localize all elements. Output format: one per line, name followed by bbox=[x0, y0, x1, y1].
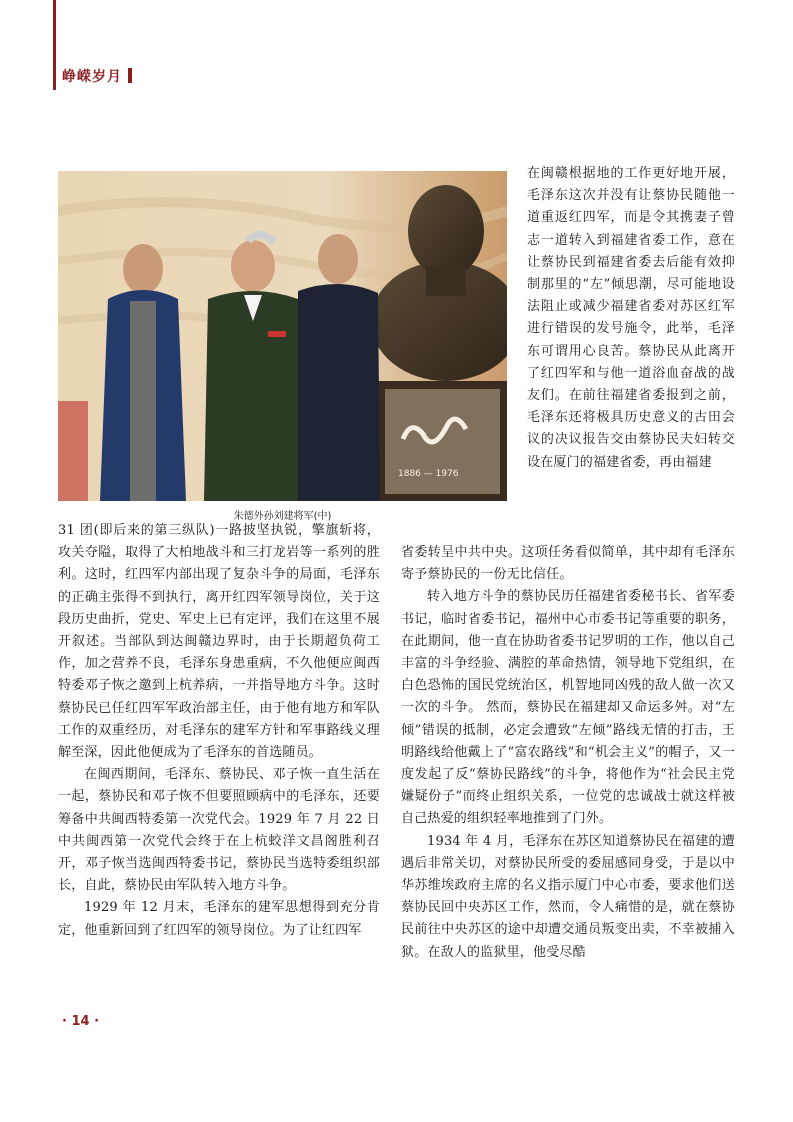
right-paragraph-1-cont: 省委转呈中共中央。这项任务看似简单，其中却有毛泽东寄予蔡协民的一份无比信任。 bbox=[401, 545, 735, 583]
right-paragraph-1: 在闽赣根据地的工作更好地开展，毛泽东这次并没有让蔡协民随他一道重返红四军，而是令其携妻子曾志一道转入到福建省委工作，意在让蔡协民到福建省委去后能有效抑制那里的“左”倾思潮，尽可能地设法阻止或减少福建省委对苏区红军进行错误的发号施令，此举，毛泽东可谓用心良苦。蔡协民从此离开了红四军和与他一道浴血奋战的战友们。在前往福建省委报到之前，毛泽东还将极具历史意义的古田会议的决议报告交由蔡协民夫妇转交设在厦门的福建省委，再由福建 bbox=[527, 166, 735, 470]
page-number: · 14 · bbox=[62, 1014, 100, 1029]
section-label-text: 峥嵘岁月 bbox=[62, 69, 122, 85]
right-column-top bbox=[527, 163, 735, 474]
right-paragraph-2: 转入地方斗争的蔡协民历任福建省委秘书长、省军委书记，临时省委书记，福州中心市委书记等重要的职务，在此期间，他一直在协助省委书记罗明的工作，他以自己丰富的斗争经验、满腔的革命热情，领导地下党组织，在白色恐怖的国民党统治区，机智地同凶残的敌人做一次又一次的斗争。 然而，蔡协民在福建却又命运多舛。对“左倾”错误的抵制，必定会遭致“左倾”路线无情的打击，王明路线给他戴上了“富农路线”和“机会主义”的帽子，又一度发起了反“蔡协民路线”的斗争，将他作为“社会民主党嫌疑份子”而终止组织关系，一位党的忠诚战士就这样被自己热爱的组织轻率地推到了门外。 bbox=[401, 589, 735, 827]
left-paragraph-1: 31 团(即后来的第三纵队)一路披坚执锐，擎旗斩将，攻关夺隘，取得了大柏地战斗和三打龙岩等一系列的胜利。这时，红四军内部出现了复杂斗争的局面，毛泽东的正确主张得不到执行，离开红四军领导岗位，关于这段历史曲折，党史、军史上已有定评，我们在这里不展开叙述。当部队到达闽赣边界时，由于长期超负荷工作，加之营养不良，毛泽东身患重病，不久他便应闽西特委邓子恢之邀到上杭养病，一并指导地方斗争。这时蔡协民已任红四军军政治部主任，由于他有地方和军队工作的双重经历，对毛泽东的建军方针和军事路线义理解至深，因此他便成为了毛泽东的首选随员。 bbox=[58, 523, 380, 761]
header-accent-bar bbox=[53, 0, 56, 90]
right-column bbox=[401, 542, 735, 964]
article-photo bbox=[58, 171, 507, 501]
left-paragraph-3: 1929 年 12 月末，毛泽东的建军思想得到充分肯定，他重新回到了红四军的领导岗位。为了让红四军 bbox=[58, 900, 380, 938]
section-label-mark bbox=[128, 68, 132, 83]
statue-years: 1886 — 1976 bbox=[398, 469, 459, 479]
right-paragraph-3: 1934 年 4 月，毛泽东在苏区知道蔡协民在福建的遭遇后非常关切，对蔡协民所受的委屈感同身受，于是以中华苏维埃政府主席的名义指示厦门中心市委，要求他们送蔡协民回中央苏区工作，然而，令人痛惜的是，就在蔡协民前往中央苏区的途中却遭交通员叛变出卖，不幸被捕入狱。在敌人的监狱里，他受尽酷 bbox=[401, 833, 735, 960]
photo-caption: 朱德外孙刘建将军(中) bbox=[233, 511, 332, 522]
left-column bbox=[58, 520, 380, 942]
section-label bbox=[62, 66, 132, 86]
left-paragraph-2: 在闽西期间，毛泽东、蔡协民、邓子恢一直生活在一起，蔡协民和邓子恢不但要照顾病中的毛泽东，还要筹备中共闽西特委第一次党代会。1929 年 7 月 22 日中共闽西第一次党代会终于在上杭蛟洋文昌阁胜利召开，邓子恢当选闽西特委书记，蔡协民当选特委组织部长，自此，蔡协民由军队转入地方斗争。 bbox=[58, 767, 380, 894]
